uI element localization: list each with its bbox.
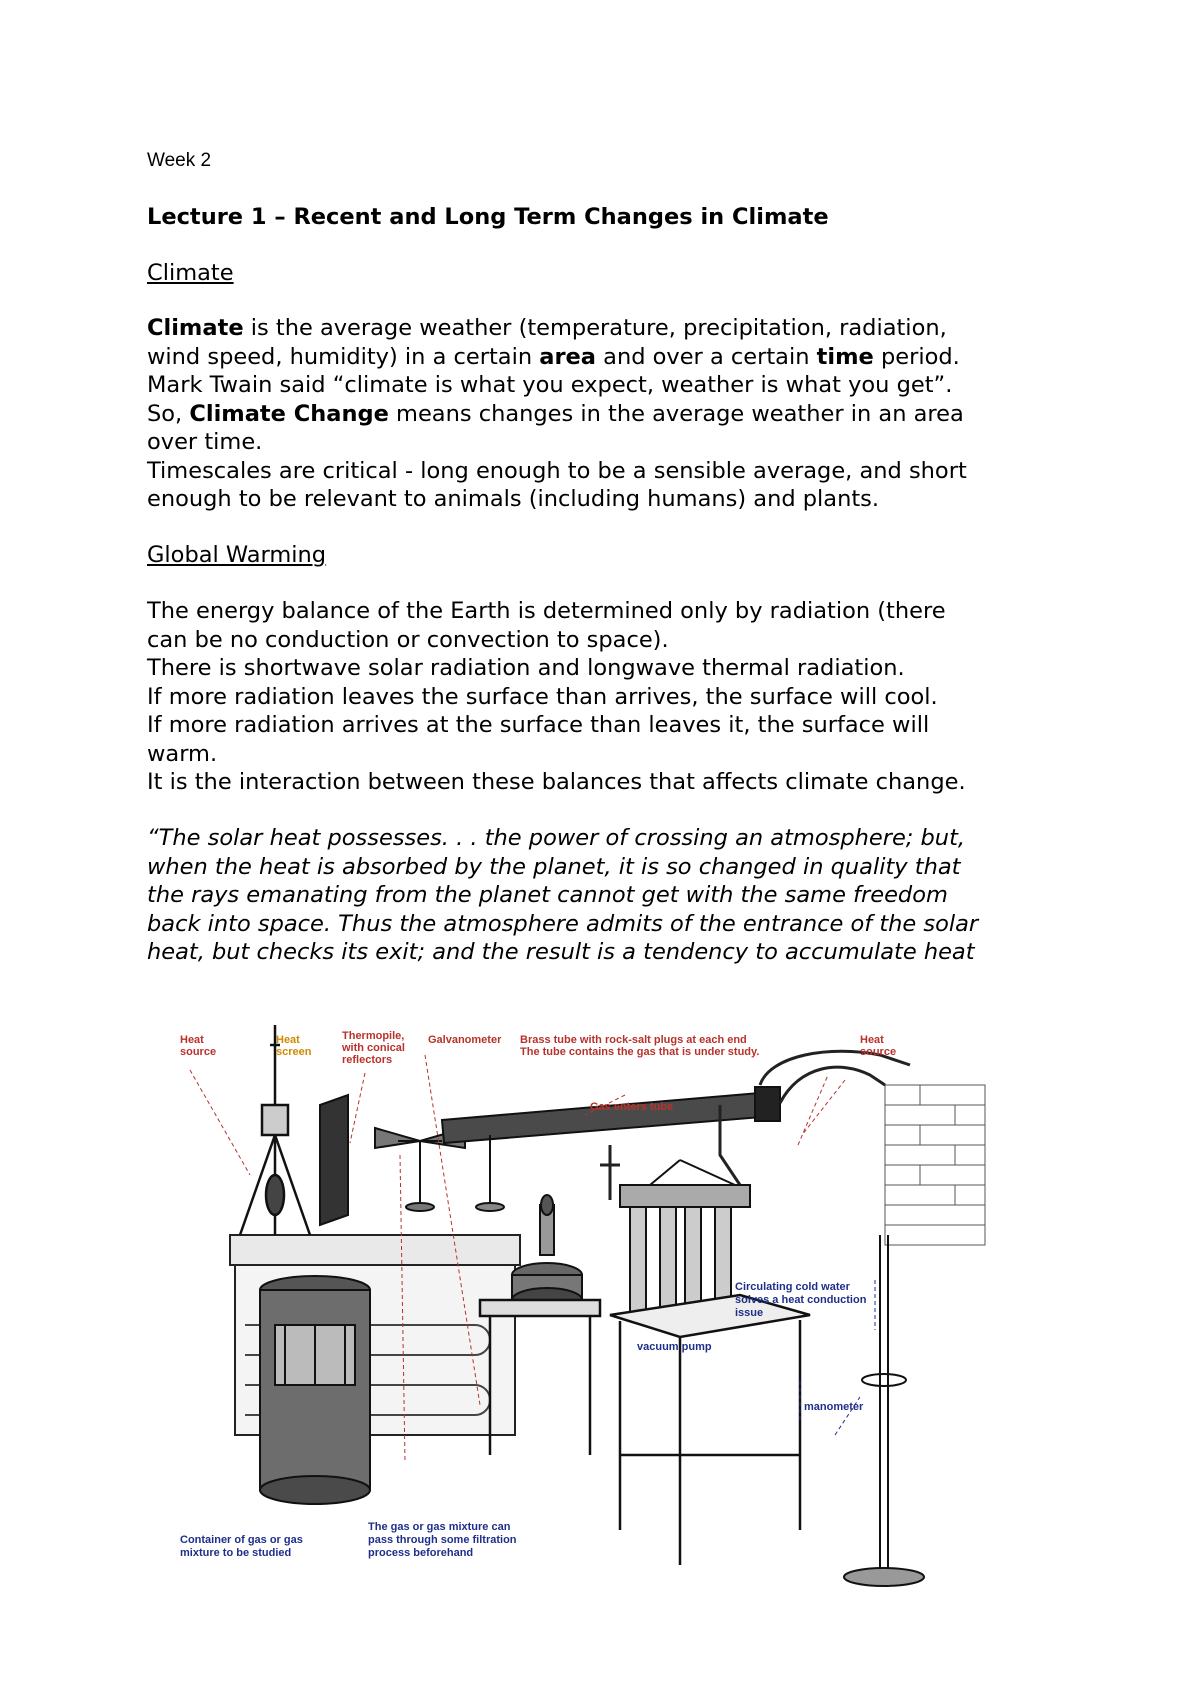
label-container-2: mixture to be studied — [180, 1547, 292, 1559]
climate-line-6: Timescales are critical - long enough to be a sensible average, and short — [147, 457, 967, 484]
climate-heading: Climate — [147, 260, 234, 286]
label-thermopile-3: reflectors — [342, 1054, 393, 1066]
label-filtration-1: The gas or gas mixture can — [368, 1521, 511, 1533]
label-brass-tube-2: The tube contains the gas that is under study. — [520, 1046, 760, 1058]
climate-line-7: enough to be relevant to animals (including humans) and plants. — [147, 486, 880, 512]
gas-container — [260, 1276, 370, 1504]
brick-wall — [885, 1085, 985, 1245]
pump-table — [610, 1295, 810, 1565]
tyndall-apparatus-figure — [180, 1025, 1050, 1595]
galvanometer — [512, 1195, 582, 1312]
vacuum-pump-assembly — [620, 1160, 750, 1317]
label-circulating-2: solves a heat conduction — [735, 1294, 867, 1306]
term-time: time — [816, 343, 874, 370]
week-label: Week 2 — [147, 150, 212, 171]
gw-line: warm. — [147, 740, 218, 767]
term-climate-change: Climate Change — [189, 400, 389, 427]
gw-line: It is the interaction between these balances that affects climate change. — [147, 769, 966, 795]
label-heat-source-left-1: Heat — [180, 1034, 204, 1046]
term-climate: Climate — [147, 315, 244, 341]
label-gas-enters: Gas enters tube — [590, 1101, 674, 1113]
label-heat-source-left-2: source — [180, 1046, 217, 1058]
label-heat-screen-1: Heat — [276, 1034, 300, 1046]
label-filtration-3: process beforehand — [368, 1547, 474, 1559]
climate-line-2-text-a: wind speed, humidity) in a certain — [147, 343, 540, 370]
climate-line-4 — [147, 400, 1067, 429]
climate-line-3: Mark Twain said “climate is what you expect, weather is what you get”. — [147, 372, 953, 398]
gw-line: If more radiation arrives at the surface than leaves it, the surface will — [147, 712, 930, 738]
label-heat-source-right-2: source — [860, 1046, 897, 1058]
label-thermopile-1: Thermopile, — [342, 1030, 405, 1042]
quote-line: the rays emanating from the planet cannot get with the same freedom — [147, 882, 948, 908]
label-circulating-3: issue — [735, 1307, 764, 1319]
gw-line: can be no conduction or convection to space). — [147, 626, 669, 653]
climate-line-2-text-b: and over a certain — [596, 343, 817, 370]
heat-screen — [320, 1095, 348, 1225]
label-thermopile-2: with conical — [342, 1042, 405, 1054]
climate-line-5: over time. — [147, 429, 263, 455]
global-warming-paragraph — [147, 597, 1067, 797]
term-area: area — [539, 343, 596, 370]
quote-line: when the heat is absorbed by the planet, it is so changed in quality that — [147, 853, 961, 880]
label-heat-source-right-1: Heat — [860, 1034, 884, 1046]
label-brass-tube-1: Brass tube with rock-salt plugs at each end — [520, 1034, 747, 1046]
gw-line: If more radiation leaves the surface than arrives, the surface will cool. — [147, 683, 938, 710]
quote-line: heat, but checks its exit; and the result is a tendency to accumulate heat — [147, 939, 975, 965]
climate-line-1-text: is the average weather (temperature, precipitation, radiation, — [243, 315, 947, 341]
climate-line-1 — [147, 314, 1067, 343]
gw-line: There is shortwave solar radiation and longwave thermal radiation. — [147, 655, 905, 681]
label-container-1: Container of gas or gas — [180, 1534, 303, 1546]
label-filtration-2: pass through some filtration — [368, 1534, 517, 1546]
tyndall-quote — [147, 824, 1067, 967]
label-heat-screen-2: screen — [276, 1046, 312, 1058]
label-manometer: manometer — [804, 1401, 864, 1413]
quote-line: back into space. Thus the atmosphere admits of the entrance of the solar — [147, 910, 979, 937]
climate-line-2 — [147, 343, 1067, 372]
global-warming-heading: Global Warming — [147, 542, 327, 568]
climate-line-4-text-b: means changes in the average weather in an area — [388, 400, 964, 427]
gw-line: The energy balance of the Earth is determined only by radiation (there — [147, 598, 946, 624]
label-circulating-1: Circulating cold water — [735, 1281, 850, 1293]
lecture-title: Lecture 1 – Recent and Long Term Changes in Climate — [147, 204, 829, 230]
label-galvanometer: Galvanometer — [428, 1034, 502, 1046]
quote-line: “The solar heat possesses. . . the power of crossing an atmosphere; but, — [147, 825, 966, 851]
climate-line-4-text-a: So, — [147, 400, 190, 427]
label-vacuum-pump: vacuum pump — [637, 1341, 712, 1353]
climate-paragraph — [147, 314, 1067, 514]
climate-line-2-text-c: period. — [873, 343, 960, 370]
